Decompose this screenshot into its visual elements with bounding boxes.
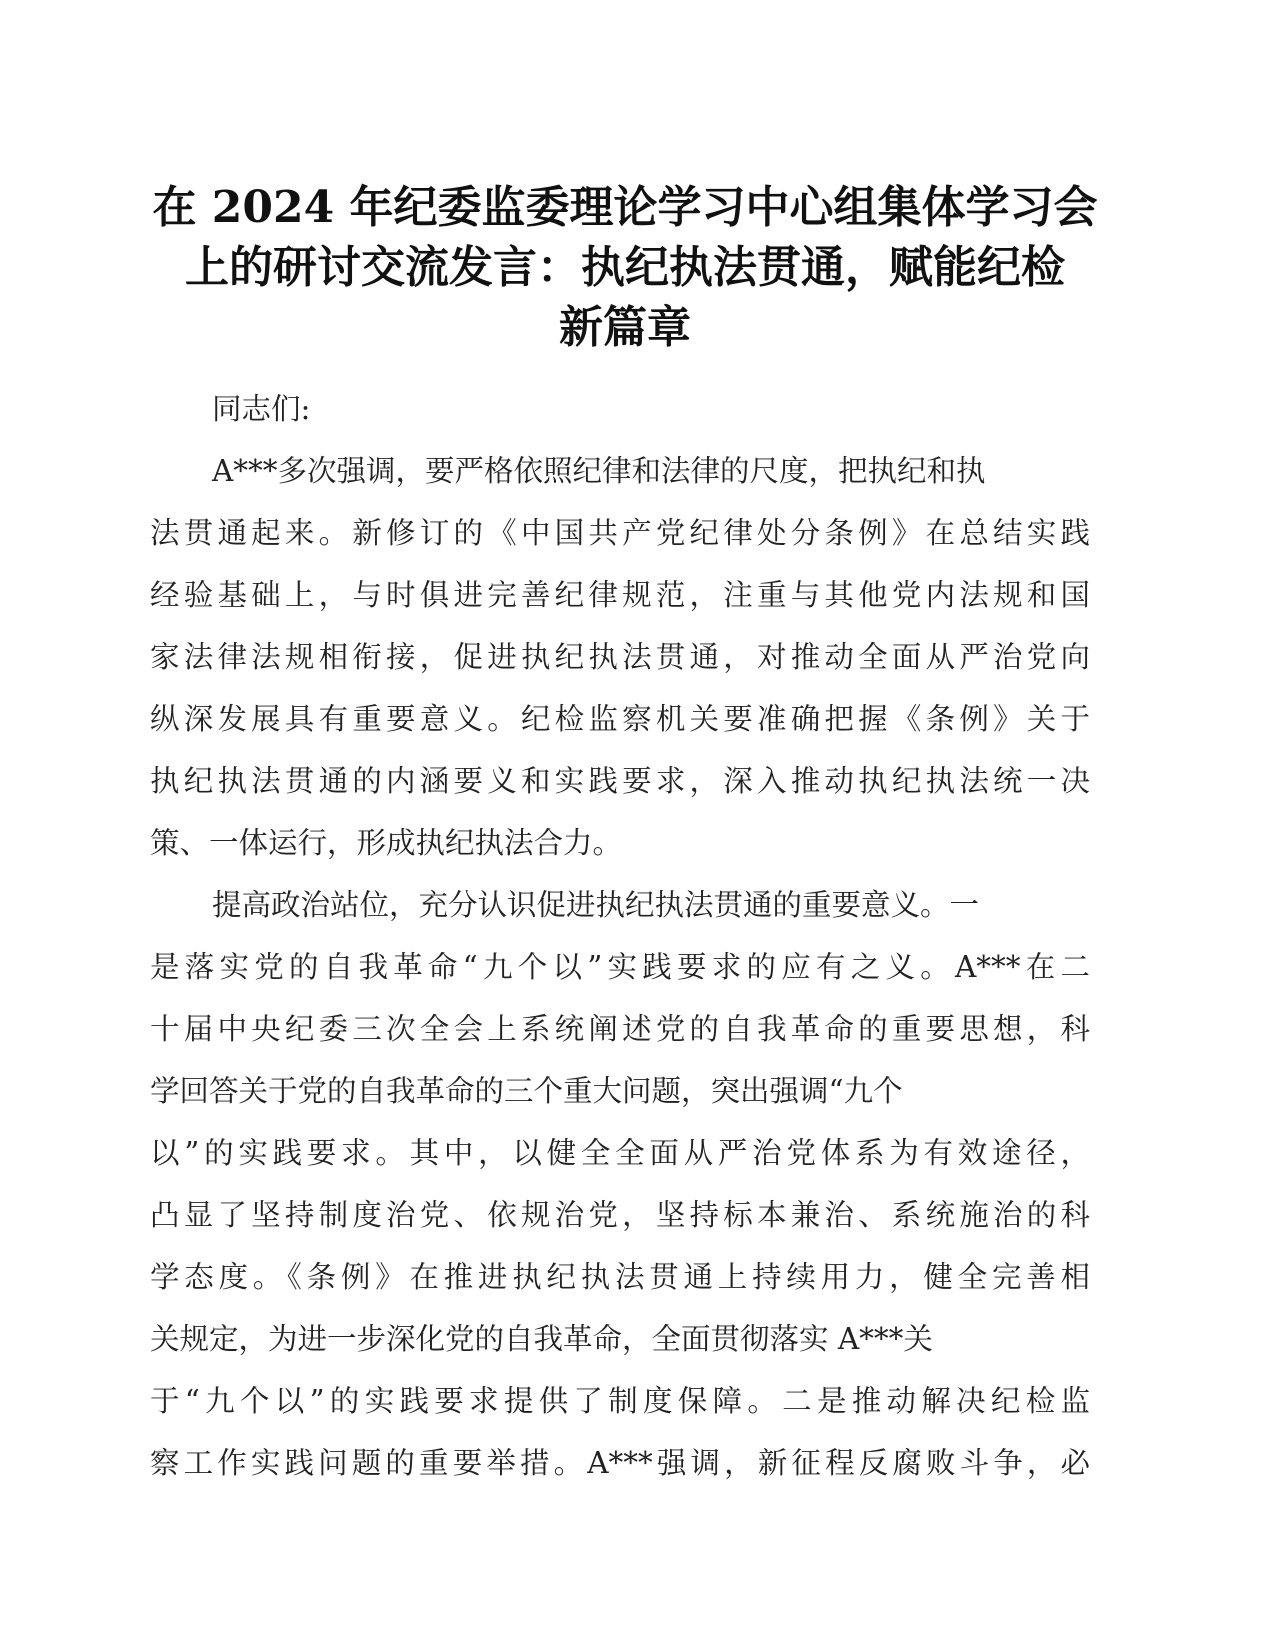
paragraph-1-line: 执纪执法贯通的内涵要义和实践要求，深入推动执纪执法统一决	[150, 764, 1090, 798]
paragraph-1-line: 家法律法规相衔接，促进执纪执法贯通，对推动全面从严治党向	[150, 640, 1090, 674]
document-body	[150, 378, 1090, 1494]
paragraph-2-line: 察工作实践问题的重要举措。A***强调，新征程反腐败斗争，必	[150, 1446, 1090, 1480]
paragraph-2-line: 提高政治站位，充分认识促进执纪执法贯通的重要意义。一	[212, 888, 980, 922]
paragraph-2-line: 学回答关于党的自我革命的三个重大问题，突出强调“九个	[150, 1074, 903, 1108]
paragraph-1-line: 经验基础上，与时俱进完善纪律规范，注重与其他党内法规和国	[150, 578, 1090, 612]
paragraph-2-line: 以”的实践要求。其中，以健全全面从严治党体系为有效途径，	[150, 1136, 1090, 1170]
paragraph-2-line: 是落实党的自我革命“九个以”实践要求的应有之义。A***在二	[150, 950, 1090, 984]
paragraph-2-line: 于“九个以”的实践要求提供了制度保障。二是推动解决纪检监	[150, 1384, 1090, 1418]
paragraph-1-line: A***多次强调，要严格依照纪律和法律的尺度，把执纪和执	[212, 454, 986, 488]
title-line-1: 在 2024 年纪委监委理论学习中心组集体学习会	[152, 182, 1098, 233]
title-line-3: 新篇章	[559, 302, 691, 353]
paragraph-2-line: 凸显了坚持制度治党、依规治党，坚持标本兼治、系统施治的科	[150, 1198, 1090, 1232]
paragraph-1-line: 策、一体运行，形成执纪执法合力。	[150, 826, 623, 860]
paragraph-1-line: 纵深发展具有重要意义。纪检监察机关要准确把握《条例》关于	[150, 702, 1090, 736]
title-line-2: 上的研讨交流发言：执纪执法贯通，赋能纪检	[185, 242, 1065, 293]
paragraph-1-line: 法贯通起来。新修订的《中国共产党纪律处分条例》在总结实践	[150, 516, 1090, 550]
salutation: 同志们:	[212, 392, 311, 426]
paragraph-2-line: 学态度。《条例》在推进执纪执法贯通上持续用力，健全完善相	[150, 1260, 1090, 1294]
paragraph-2-line: 关规定，为进一步深化党的自我革命，全面贯彻落实 A***关	[150, 1322, 933, 1356]
paragraph-2-line: 十届中央纪委三次全会上系统阐述党的自我革命的重要思想，科	[150, 1012, 1090, 1046]
document-title	[150, 178, 1100, 358]
